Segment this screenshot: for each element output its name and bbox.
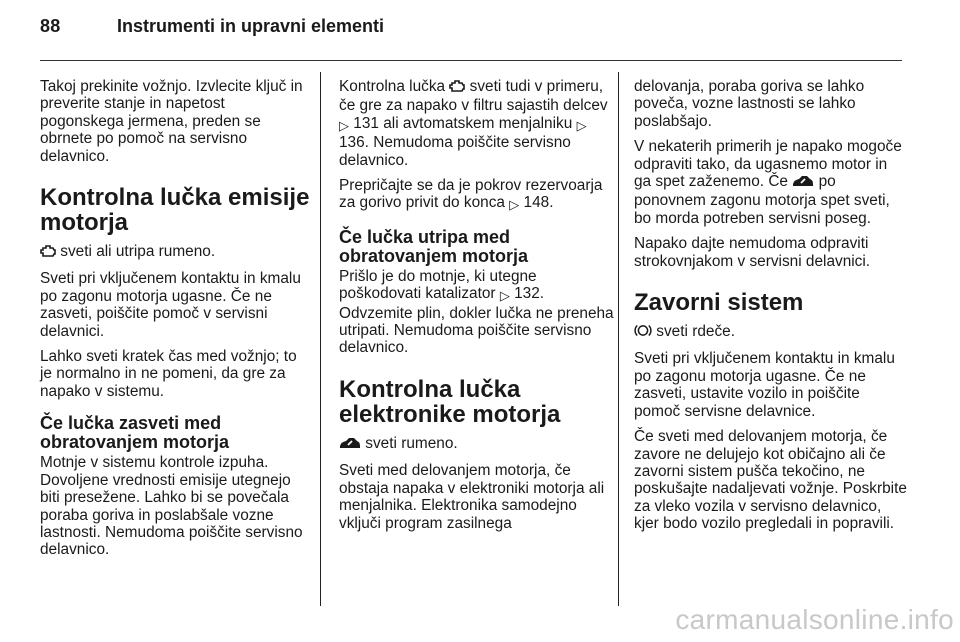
paragraph bbox=[339, 435, 614, 454]
car-service-icon bbox=[339, 437, 361, 454]
paragraph bbox=[339, 268, 614, 357]
paragraph: Sveti med delovanjem motorja, če obstaja napaka v elektroniki motorja ali menjalnika. Elektronika samodejno vključi program zasilnega bbox=[339, 462, 605, 532]
paragraph: Napako dajte nemudoma odpraviti strokovnjakom v servisni delavnici. bbox=[634, 235, 871, 270]
watermark: carmanualsonline.info bbox=[675, 604, 954, 635]
page-reference-link[interactable]: 131 bbox=[353, 114, 379, 132]
paragraph: Sveti pri vključenem kontaktu in kmalu po zagonu motorja ugasne. Če ne zasveti, poiščite pomoč v servisni delavnici. bbox=[40, 270, 301, 340]
paragraph-text: sveti tudi v primeru, če gre za napako v filtru sajastih delcev bbox=[339, 78, 608, 115]
page-reference-triangle-icon: ▷ bbox=[339, 117, 349, 133]
engine-warning-icon bbox=[449, 79, 465, 97]
page-header-title: Instrumenti in upravni elementi bbox=[117, 16, 385, 36]
paragraph: delovanja, poraba goriva se lahko poveča, vozne lastnosti se lahko poslabšajo. bbox=[634, 78, 865, 130]
paragraph-text: sveti rumeno. bbox=[365, 434, 458, 452]
paragraph: Sveti pri vključenem kontaktu in kmalu po zagonu motorja ugasne. Če ne zasveti, ustavite vozilo in poiščite pomoč servisne delavnice. bbox=[634, 350, 895, 420]
subsection-heading: Če lučka zasveti med obratovanjem motorja bbox=[40, 413, 230, 453]
paragraph-text: Prišlo je do motnje, ki utegne poškodovati katalizator bbox=[339, 267, 537, 303]
paragraph-text: sveti ali utripa rumeno. bbox=[60, 243, 216, 261]
paragraph: Če sveti med delovanjem motorja, če zavore ne delujejo kot običajno ali če zavorni sistem pušča tekočino, ne poskušajte nadaljevati vožnje. Poskrbite za vleko vozila v servisno delavnico, kjer bodo vozilo pregledali in popravili. bbox=[634, 428, 907, 533]
paragraph-text: Kontrolna lučka bbox=[339, 78, 446, 95]
page-reference-triangle-icon: ▷ bbox=[576, 117, 587, 133]
paragraph bbox=[634, 138, 908, 227]
column-divider bbox=[618, 72, 619, 606]
subsection-heading: Če lučka utripa med obratovanjem motorja bbox=[339, 226, 529, 266]
page-reference-link[interactable]: 132. bbox=[514, 285, 545, 303]
page-reference-link[interactable]: 148. bbox=[523, 194, 554, 212]
paragraph bbox=[339, 78, 614, 169]
column-divider bbox=[320, 72, 321, 606]
paragraph-text: V nekaterih primerih je napako mogoče odpraviti tako, da ugasnemo motor in ga spet zaženemo. Če bbox=[634, 138, 902, 191]
paragraph-text: Odvzemite plin, dokler lučka ne preneha utripati. Nemudoma poiščite servisno delavnico. bbox=[339, 304, 614, 357]
section-heading-engine-electronics: Kontrolna lučka elektronike motorja bbox=[339, 375, 561, 428]
section-heading-brakes: Zavorni sistem bbox=[634, 289, 804, 317]
paragraph: Motnje v sistemu kontrole izpuha. Dovoljene vrednosti emisije utegnejo biti presežene. Lahko bi se povečala poraba goriva in poslabšale vozne lastnosti. Nemudoma poiščite servisno delavnico. bbox=[40, 454, 303, 559]
paragraph: Takoj prekinite vožnjo. Izvlecite ključ in preverite stanje in napetost pogonskega jermena, preden se obrnete po pomoč na servisno delavnico. bbox=[40, 78, 303, 165]
paragraph bbox=[634, 323, 908, 342]
paragraph bbox=[40, 243, 310, 262]
paragraph-text: po ponovnem zagonu motorja spet sveti, bo morda potreben servisni poseg. bbox=[634, 173, 890, 227]
paragraph-text: Prepričajte se da je pokrov rezervoarja za gorivo privit do konca bbox=[339, 177, 603, 212]
paragraph: Lahko sveti kratek čas med vožnjo; to je normalno in ne pomeni, da gre za napako v sistemu. bbox=[40, 348, 297, 400]
page-reference-triangle-icon: ▷ bbox=[509, 197, 520, 213]
page-number: 88 bbox=[40, 16, 61, 36]
car-service-icon bbox=[792, 175, 814, 192]
section-heading-emission: Kontrolna lučka emisije motorja bbox=[40, 184, 310, 237]
page-reference-link[interactable]: 136. bbox=[339, 134, 369, 152]
engine-warning-icon bbox=[40, 244, 56, 262]
paragraph-text: Nemudoma poiščite servisno delavnico. bbox=[339, 134, 571, 169]
page-reference-triangle-icon: ▷ bbox=[499, 288, 510, 304]
text-column-3 bbox=[634, 78, 908, 541]
text-column-1 bbox=[40, 78, 310, 567]
paragraph-text: sveti rdeče. bbox=[656, 323, 735, 341]
text-column-2 bbox=[339, 78, 614, 540]
paragraph-text: ali avtomatskem menjalniku bbox=[383, 114, 573, 132]
paragraph bbox=[339, 177, 614, 214]
header-rule bbox=[40, 60, 902, 61]
brake-warning-icon bbox=[634, 323, 652, 342]
